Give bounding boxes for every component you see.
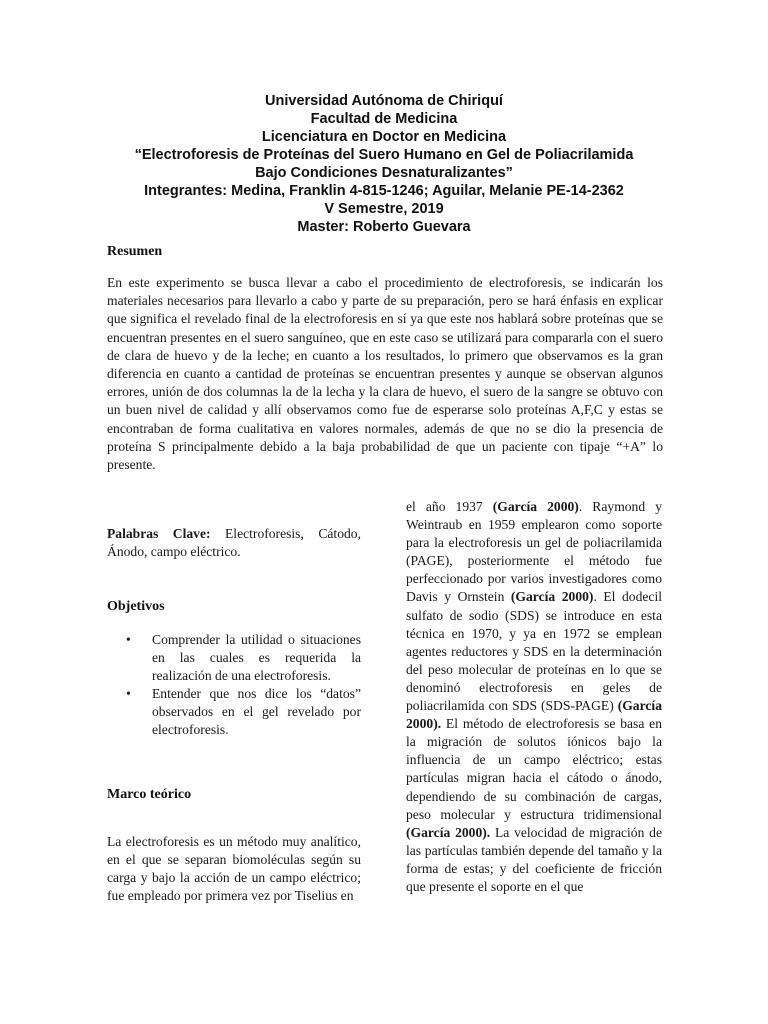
marco-text-segment: La velocidad de migración de las partículas también depende del tamaño y la forma de estas; y del coeficiente de fricción que presente el soporte en el que [406, 824, 662, 894]
semester-line: V Semestre, 2019 [324, 201, 444, 217]
keywords-paragraph [107, 525, 361, 561]
bullet-icon: • [126, 632, 131, 647]
marco-right-paragraph [406, 498, 662, 896]
document-header [0, 92, 768, 236]
marco-text-segment: . Raymond y Weintraub en 1959 emplearon como soporte para la electroforesis un gel de poliacrilamida (PAGE), posteriormente el método fue perfeccionado por varios investigadores como Davis y Ornstein [406, 499, 662, 605]
resumen-body: En este experimento se busca llevar a cabo el procedimiento de electroforesis, se indicarán los materiales necesarios para llevarlo a cabo y parte de su preparación, pero se hará énfasis en explicar que significa el revelado final de la electroforesis en sí ya que este nos hablará sobre proteínas que se encuentran presentes en el suero sanguíneo, que en este caso se utilizará para compararla con el suero de clara de huevo y de la leche; en cuanto a los resultados, lo primero que observamos es la gran diferencia en cuanto a cantidad de proteínas se encuentran presentes y aunque se observan algunos errores, unión de dos columnas la de la lecha y la clara de huevo, el suero de la sangre se obtuvo con un buen nivel de calidad y allí observamos como fue de esperarse solo proteínas A,F,C y estas se encontraban de forma cualitativa en valores normales, además de que no se dio la presencia de proteína S principalmente debido a la baja probabilidad de que un paciente con tipaje “+A” lo presente. [107, 275, 663, 473]
objetivo-text: Comprender la utilidad o situaciones en las cuales es requerida la realización de una electroforesis. [152, 632, 361, 683]
document-title-line-1: “Electroforesis de Proteínas del Suero Humano en Gel de Poliacrilamida [134, 147, 634, 163]
faculty-name: Facultad de Medicina [310, 111, 458, 127]
master-line: Master: Roberto Guevara [297, 219, 471, 235]
citation: (García 2000) [492, 499, 579, 514]
keywords-label: Palabras Clave: [107, 526, 211, 541]
marco-text-segment: el año 1937 [406, 499, 493, 514]
marco-teorico-heading: Marco teórico [107, 787, 192, 802]
resumen-heading: Resumen [107, 244, 163, 259]
list-item [126, 685, 361, 739]
document-title-line-2: Bajo Condiciones Desnaturalizantes” [255, 165, 513, 181]
list-item [126, 631, 361, 685]
objetivo-text: Entender que nos dice los “datos” observados en el gel revelado por electroforesis. [152, 686, 361, 737]
citation: (García 2000). [406, 824, 491, 840]
marco-left-paragraph: La electroforesis es un método muy analítico, en el que se separan biomoléculas según su carga y bajo la acción de un campo eléctrico; fue empleado por primera vez por Tiselius en [107, 834, 361, 903]
marco-text-segment: El método de electroforesis se basa en la migración de solutos iónicos bajo la influencia de un campo eléctrico; estas partículas migran hacia el cátodo o ánodo, dependiendo de su combinación de cargas, peso molecular y estructura tridimensional [406, 716, 662, 822]
citation: (García 2000). [406, 698, 662, 732]
citation: (García 2000) [510, 589, 594, 605]
marco-text-segment: . El dodecil sulfato de sodio (SDS) se introduce en esta técnica en 1970, y ya en 1972 se emplean agentes reductores y SDS en la determinación del peso molecular de proteínas en lo que se denominó electroforesis en geles de poliacrilamida con SDS (SDS-PAGE) [406, 589, 662, 714]
degree-name: Licenciatura en Doctor en Medicina [261, 129, 507, 145]
authors-line: Integrantes: Medina, Franklin 4-815-1246; Aguilar, Melanie PE-14-2362 [144, 183, 624, 199]
objetivos-list [126, 631, 361, 739]
objetivos-heading: Objetivos [107, 599, 165, 614]
bullet-icon: • [126, 686, 131, 701]
university-name: Universidad Autónoma de Chiriquí [265, 93, 503, 109]
keywords-text: Electroforesis, Cátodo, Ánodo, campo eléctrico. [107, 526, 361, 559]
